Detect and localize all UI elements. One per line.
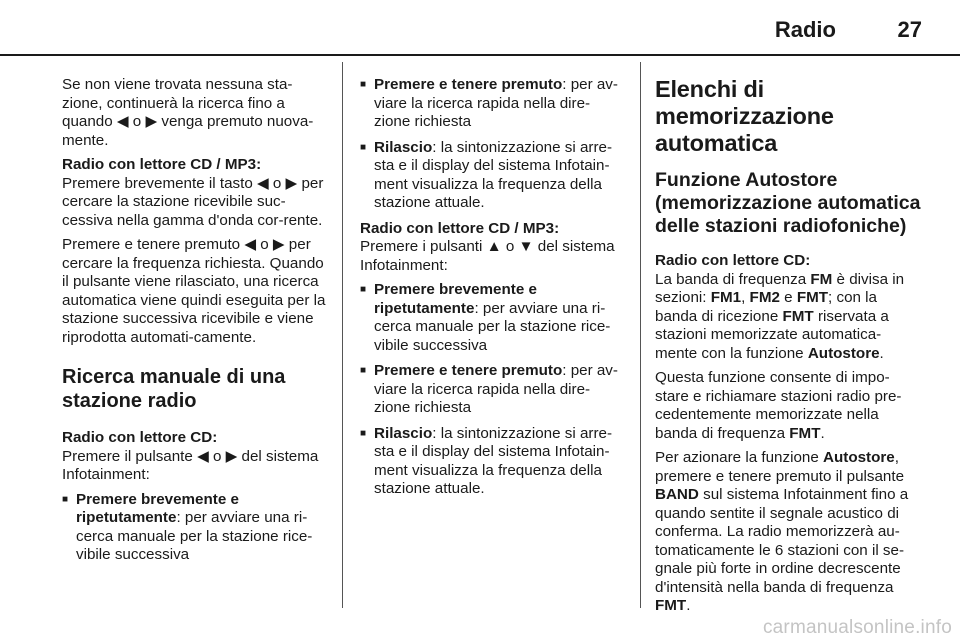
list-item [360, 281, 624, 355]
column-3 [655, 76, 923, 622]
bullet-text: : la sintonizzazione si arre-sta e il display del sistema Infotain-ment visualizza la frequenza della stazione attuale. [374, 138, 613, 211]
paragraph-press-button: Premere il pulsante ◀ o ▶ del sistema Infotainment: [62, 447, 319, 483]
page-number: 27 [897, 17, 922, 42]
bullet-text: : per av-viare la ricerca rapida nella dire-zione richiesta [374, 76, 618, 130]
list-item [360, 139, 624, 213]
paragraph-press-arrows: Premere i pulsanti ▲ o ▼ del sistema Infotainment: [360, 238, 615, 274]
column-divider-left [342, 62, 343, 608]
subheading-cd: Radio con lettore CD: [655, 252, 811, 269]
bullet-text: : per av-viare la ricerca rapida nella dire-zione richiesta [374, 362, 618, 416]
bullet-list [360, 281, 624, 499]
paragraph-function-description: Questa funzione consente di impo-stare e richiamare stazioni radio pre-cedentemente memorizzate nella banda di frequenza FMT. [655, 369, 902, 442]
header-rule [0, 54, 960, 56]
bullet-term: Rilascio [374, 138, 433, 156]
paragraph-autostore-usage: Per azionare la funzione Autostore, premere e tenere premuto il pulsante BAND sul sistema Infotainment fino a quando sentite il segnale acustico di conferma. La radio memorizzerà au-tomaticamente le 6 stazioni con il se-gnale più forte in ordine decrescente d'intensità nella banda di frequenza FMT. [655, 449, 909, 614]
subsection-heading-autostore: Funzione Autostore (memorizzazione automatica delle stazioni radiofoniche) [655, 169, 921, 237]
subheading-cd-mp3: Radio con lettore CD / MP3: [62, 156, 262, 173]
page-title: Radio [774, 17, 836, 42]
bullet-list [360, 76, 624, 213]
bullet-text: : per avviare una ri-cerca manuale per la stazione rice-vibile successiva [76, 509, 313, 563]
bullet-text: : la sintonizzazione si arre-sta e il display del sistema Infotain-ment visualizza la frequenza della stazione attuale. [374, 424, 613, 497]
watermark: carmanualsonline.info [762, 617, 952, 638]
bullet-term: Premere e tenere premuto [374, 76, 563, 93]
bullet-term: Premere brevemente e ripetutamente [76, 490, 239, 526]
column-1 [62, 76, 326, 572]
paragraph-search-continues: Se non viene trovata nessuna sta-zione, continuerà la ricerca fino a quando ◀ o ▶ venga premuto nuova-mente. [62, 76, 314, 149]
bullet-term: Rilascio [374, 424, 433, 442]
page-header [0, 0, 960, 56]
column-2 [360, 76, 624, 506]
section-heading-autostore-lists: Elenchi di memorizzazione automatica [655, 76, 834, 156]
paragraph-fm-sections: La banda di frequenza FM è divisa in sezioni: FM1, FM2 e FMT; con la banda di ricezione FMT riservata a stazioni memorizzate automatica-mente con la funzione Autostore. [655, 270, 905, 362]
column-divider-right [640, 62, 641, 608]
bullet-list [62, 491, 326, 565]
list-item [360, 425, 624, 499]
bullet-term: Premere e tenere premuto [374, 362, 563, 379]
list-item [360, 76, 624, 132]
bullet-term: Premere brevemente e ripetutamente [374, 281, 537, 317]
paragraph-long-press: Premere e tenere premuto ◀ o ▶ per cercare la frequenza richiesta. Quando il pulsante viene rilasciato, una ricerca automatica viene quindi eseguita per la stazione successiva ricevibile e viene riprodotta automati-camente. [62, 236, 326, 346]
list-item [360, 362, 624, 418]
section-heading-manual-search: Ricerca manuale di una stazione radio [62, 366, 286, 412]
subheading-cd: Radio con lettore CD: [62, 429, 218, 446]
list-item [62, 491, 326, 565]
subheading-cd-mp3: Radio con lettore CD / MP3: [360, 219, 560, 237]
bullet-text: : per avviare una ri-cerca manuale per la stazione rice-vibile successiva [374, 299, 611, 354]
paragraph-short-press: Premere brevemente il tasto ◀ o ▶ per cercare la stazione ricevibile suc-cessiva nella gamma d'onda cor-rente. [62, 174, 324, 229]
